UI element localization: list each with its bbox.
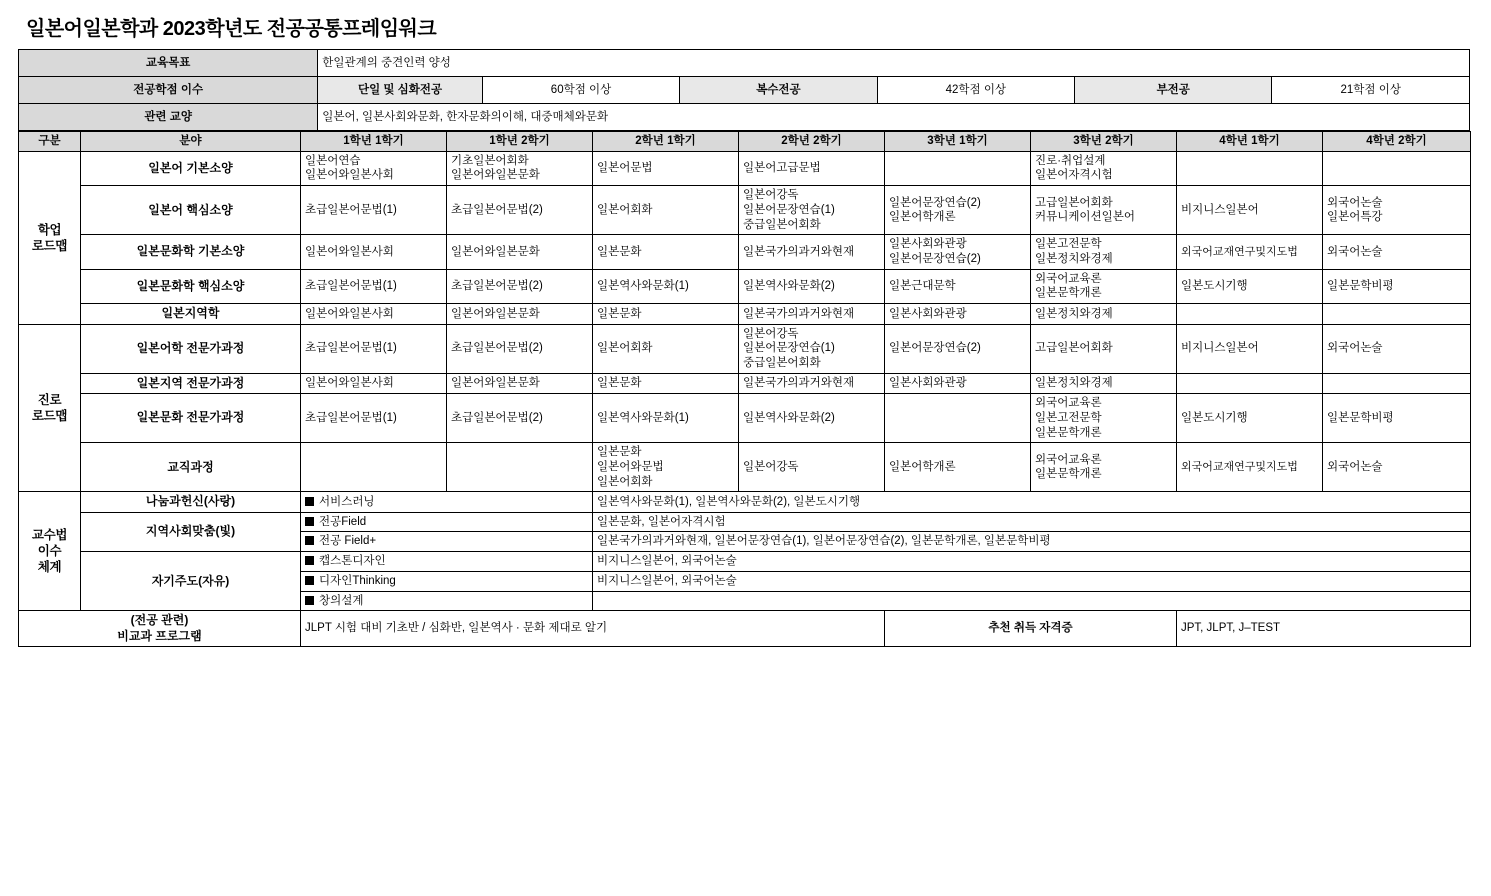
col-header-term-6: 3학년 2학기	[1031, 132, 1177, 152]
teaching-label-line-2: 이수	[37, 544, 62, 559]
course-cell	[885, 373, 1031, 393]
teaching-method-courses	[593, 591, 1471, 611]
bullet-square-icon	[305, 596, 314, 605]
field-label: 교직과정	[81, 443, 301, 492]
course-name: 초급일본어문법(2)	[451, 203, 543, 216]
field-label: 일본어학 전문가과정	[81, 324, 301, 373]
course-cell	[1177, 304, 1323, 324]
credit-value-double: 42학점 이상	[877, 77, 1074, 104]
course-name: 일본문학개론	[1035, 468, 1102, 481]
field-label: 일본어 기본소양	[81, 151, 301, 185]
credit-type-single: 단일 및 심화전공	[318, 77, 483, 104]
table-row	[19, 235, 1471, 269]
course-cell	[1177, 235, 1323, 269]
bullet-square-icon	[305, 497, 314, 506]
course-cell	[739, 373, 885, 393]
course-name: 외국어교육론	[1035, 453, 1102, 466]
course-name: 일본역사와문화(2)	[743, 280, 835, 293]
course-cell	[301, 235, 447, 269]
course-cell	[447, 269, 593, 303]
course-cell	[593, 324, 739, 373]
course-name: 초급일본어문법(1)	[305, 411, 397, 424]
course-cell	[739, 394, 885, 443]
col-header-term-7: 4학년 1학기	[1177, 132, 1323, 152]
course-cell	[1177, 373, 1323, 393]
course-name: 일본사회와관광	[889, 307, 967, 320]
course-name: 진로·취업설계	[1035, 154, 1106, 167]
course-cell	[593, 235, 739, 269]
teaching-category-label: 자기주도(자유)	[81, 552, 301, 611]
table-row	[19, 324, 1471, 373]
teaching-method-label	[301, 571, 593, 591]
course-name: 초급일본어문법(1)	[305, 342, 397, 355]
course-cell	[885, 324, 1031, 373]
course-name: 초급일본어문법(2)	[451, 280, 543, 293]
course-cell	[593, 151, 739, 185]
course-name: 일본문화	[597, 446, 642, 459]
table-row	[19, 186, 1471, 235]
course-cell	[739, 235, 885, 269]
course-cell	[1031, 151, 1177, 185]
teaching-method-label	[301, 591, 593, 611]
course-name: 외국어논술	[1327, 460, 1383, 473]
teaching-method-name: 서비스러닝	[319, 495, 375, 508]
col-header-field: 분야	[81, 132, 301, 152]
course-name: 비지니스일본어	[1181, 342, 1259, 355]
col-header-term-5: 3학년 1학기	[885, 132, 1031, 152]
course-name: 일본근대문학	[889, 280, 956, 293]
course-name: 일본어와일본문화	[451, 307, 540, 320]
course-cell	[739, 443, 885, 492]
course-name: 초급일본어문법(2)	[451, 342, 543, 355]
course-name: 일본국가의과거와현재	[743, 245, 855, 258]
course-name: 일본정치와경제	[1035, 307, 1113, 320]
col-header-term-8: 4학년 2학기	[1323, 132, 1471, 152]
course-cell	[447, 443, 593, 492]
course-name: 초급일본어문법(2)	[451, 411, 543, 424]
course-cell	[447, 373, 593, 393]
table-header-row	[19, 132, 1471, 152]
course-cell	[447, 304, 593, 324]
course-cell	[1031, 443, 1177, 492]
recommended-certification-label: 추천 취득 자격증	[885, 611, 1177, 647]
course-cell	[885, 151, 1031, 185]
course-name: 일본어문장연습(2)	[889, 196, 981, 209]
course-name: 커뮤니케이션일본어	[1035, 211, 1135, 224]
teaching-label-line-1: 교수법	[31, 528, 68, 543]
field-label: 일본지역 전문가과정	[81, 373, 301, 393]
course-cell	[739, 269, 885, 303]
course-name: 일본역사와문화(2)	[743, 411, 835, 424]
course-name: 일본고전문학	[1035, 411, 1102, 424]
page-title: 일본어일본학과 2023학년도 전공공통프레임워크	[26, 18, 437, 40]
teaching-method-label	[301, 512, 593, 532]
course-cell	[1031, 324, 1177, 373]
course-cell	[593, 304, 739, 324]
bullet-square-icon	[305, 536, 314, 545]
table-row	[19, 77, 1470, 104]
recommended-certification-value: JPT, JLPT, J–TEST	[1177, 611, 1471, 647]
course-cell	[885, 186, 1031, 235]
course-name: 고급일본어회화	[1035, 342, 1113, 355]
course-name: 비지니스일본어	[1181, 203, 1259, 216]
course-name: 일본어자격시험	[1035, 169, 1113, 182]
course-cell	[739, 304, 885, 324]
bullet-square-icon	[305, 517, 314, 526]
course-name: 일본사회와관광	[889, 377, 967, 390]
course-name: 일본문화	[597, 377, 642, 390]
course-name: 일본어문법	[597, 162, 653, 175]
course-cell	[1323, 269, 1471, 303]
course-cell	[1323, 443, 1471, 492]
course-cell	[301, 394, 447, 443]
course-cell	[739, 186, 885, 235]
section-label-academic-roadmap	[19, 151, 81, 324]
education-goal-value: 한일관계의 중견인력 양성	[318, 50, 1470, 77]
course-name: 외국어교육론	[1035, 272, 1102, 285]
course-name: 일본문화	[597, 307, 642, 320]
course-name: 일본어와일본사회	[305, 377, 394, 390]
course-cell	[1031, 269, 1177, 303]
table-row	[19, 492, 1471, 512]
course-cell	[1177, 186, 1323, 235]
course-name: 중급일본어회화	[743, 356, 821, 369]
table-row	[19, 269, 1471, 303]
col-header-term-4: 2학년 2학기	[739, 132, 885, 152]
course-cell	[1177, 324, 1323, 373]
teaching-method-courses: 일본역사와문화(1), 일본역사와문화(2), 일본도시기행	[593, 492, 1471, 512]
table-row	[19, 104, 1470, 131]
course-cell	[1323, 186, 1471, 235]
course-cell	[885, 304, 1031, 324]
course-name: 일본정치와경제	[1035, 253, 1113, 266]
teaching-method-courses: 일본문화, 일본어자격시험	[593, 512, 1471, 532]
course-cell	[301, 324, 447, 373]
course-cell	[1323, 394, 1471, 443]
related-liberal-arts-label: 관련 교양	[19, 104, 318, 131]
course-cell	[885, 235, 1031, 269]
course-name: 기초일본어회화	[451, 154, 529, 167]
course-name: 일본역사와문화(1)	[597, 280, 689, 293]
course-cell	[301, 304, 447, 324]
course-cell	[1323, 373, 1471, 393]
table-row	[19, 512, 1471, 532]
curriculum-roadmap-table	[18, 131, 1471, 647]
course-cell	[447, 324, 593, 373]
course-name: 일본어문장연습(1)	[743, 203, 835, 216]
course-cell	[885, 269, 1031, 303]
course-cell	[1177, 394, 1323, 443]
field-label: 일본문화학 기본소양	[81, 235, 301, 269]
teaching-method-name: 전공Field	[319, 515, 367, 528]
course-name: 일본문화	[597, 245, 642, 258]
course-name: 일본국가의과거와현재	[743, 377, 855, 390]
course-name: 일본어문장연습(2)	[889, 342, 981, 355]
course-name: 일본역사와문화(1)	[597, 411, 689, 424]
course-name: 중급일본어회화	[743, 218, 821, 231]
credit-type-minor: 부전공	[1075, 77, 1272, 104]
course-cell	[1323, 304, 1471, 324]
teaching-label-line-3: 체계	[37, 560, 62, 575]
section-label-teaching-method	[19, 492, 81, 611]
course-name: 외국어논술	[1327, 245, 1383, 258]
course-name: 일본어와일본사회	[305, 307, 394, 320]
course-name: 초급일본어문법(1)	[305, 280, 397, 293]
table-row	[19, 373, 1471, 393]
course-cell	[593, 269, 739, 303]
teaching-method-courses: 비지니스일본어, 외국어논술	[593, 571, 1471, 591]
teaching-method-label	[301, 532, 593, 552]
course-cell	[301, 186, 447, 235]
course-cell	[1031, 186, 1177, 235]
field-label: 일본어 핵심소양	[81, 186, 301, 235]
section-label-line-2: 로드맵	[31, 408, 68, 423]
course-name: 일본어와일본사회	[305, 169, 394, 182]
course-cell	[1323, 151, 1471, 185]
extracurricular-label-line-1: (전공 관련)	[130, 613, 189, 628]
course-cell	[301, 373, 447, 393]
bullet-square-icon	[305, 576, 314, 585]
course-name: 일본어와일본문화	[451, 169, 540, 182]
course-name: 일본도시기행	[1181, 411, 1248, 424]
col-header-term-2: 1학년 2학기	[447, 132, 593, 152]
course-name: 일본어강독	[743, 460, 799, 473]
course-cell	[739, 151, 885, 185]
extracurricular-label-line-2: 비교과 프로그램	[117, 628, 202, 643]
course-name: 일본어회화	[597, 203, 653, 216]
course-cell	[301, 269, 447, 303]
extracurricular-programs: JLPT 시험 대비 기초반 / 심화반, 일본역사 · 문화 제대로 알기	[301, 611, 885, 647]
table-row	[19, 443, 1471, 492]
course-name: 일본문학비평	[1327, 280, 1394, 293]
course-name: 일본어와일본문화	[451, 377, 540, 390]
credit-value-minor: 21학점 이상	[1272, 77, 1470, 104]
course-cell	[1031, 373, 1177, 393]
credit-value-single: 60학점 이상	[482, 77, 679, 104]
field-label: 일본지역학	[81, 304, 301, 324]
course-cell	[1031, 235, 1177, 269]
course-cell	[447, 235, 593, 269]
teaching-method-label	[301, 492, 593, 512]
course-name: 일본어학개론	[889, 460, 956, 473]
course-cell	[739, 324, 885, 373]
course-name: 일본국가의과거와현재	[743, 307, 855, 320]
course-name: 일본문학비평	[1327, 411, 1394, 424]
col-header-term-3: 2학년 1학기	[593, 132, 739, 152]
section-label-career-roadmap	[19, 324, 81, 492]
teaching-category-label: 나눔과헌신(사랑)	[81, 492, 301, 512]
course-name: 일본어와일본사회	[305, 245, 394, 258]
teaching-method-name: 디자인Thinking	[319, 574, 396, 587]
course-cell	[593, 186, 739, 235]
course-name: 일본어와문법	[597, 460, 664, 473]
course-cell	[885, 443, 1031, 492]
course-cell	[593, 443, 739, 492]
bullet-square-icon	[305, 556, 314, 565]
course-cell	[593, 394, 739, 443]
teaching-method-label	[301, 552, 593, 572]
course-name: 일본사회와관광	[889, 238, 967, 251]
table-row	[19, 611, 1471, 647]
course-name: 일본어문장연습(2)	[889, 253, 981, 266]
course-name: 외국어논술	[1327, 196, 1383, 209]
course-cell	[885, 394, 1031, 443]
table-row	[19, 151, 1471, 185]
course-cell	[447, 186, 593, 235]
course-name: 일본문학개론	[1035, 287, 1102, 300]
teaching-method-courses: 비지니스일본어, 외국어논술	[593, 552, 1471, 572]
related-liberal-arts-value: 일본어, 일본사회와문화, 한자문화의이해, 대중매체와문화	[318, 104, 1470, 131]
col-header-division: 구분	[19, 132, 81, 152]
course-name: 일본문학개론	[1035, 426, 1102, 439]
course-name: 일본어회화	[597, 475, 653, 488]
course-cell	[1177, 443, 1323, 492]
major-credits-label: 전공학점 이수	[19, 77, 318, 104]
course-name: 일본어학개론	[889, 211, 956, 224]
course-cell	[301, 151, 447, 185]
teaching-method-name: 캡스톤디자인	[319, 555, 386, 568]
col-header-term-1: 1학년 1학기	[301, 132, 447, 152]
course-name: 초급일본어문법(1)	[305, 203, 397, 216]
section-label-line-1: 진로	[37, 392, 62, 407]
teaching-method-courses: 일본국가의과거와현재, 일본어문장연습(1), 일본어문장연습(2), 일본문학개론, 일본문학비평	[593, 532, 1471, 552]
course-cell	[1177, 151, 1323, 185]
course-name: 일본어강독	[743, 189, 799, 202]
education-goal-label: 교육목표	[19, 50, 318, 77]
extracurricular-label	[19, 611, 301, 647]
section-label-line-2: 로드맵	[31, 238, 68, 253]
table-row	[19, 50, 1470, 77]
course-name: 외국어논술	[1327, 342, 1383, 355]
course-cell	[1323, 235, 1471, 269]
course-name: 일본어특강	[1327, 211, 1383, 224]
course-cell	[301, 443, 447, 492]
course-name: 외국어교육론	[1035, 397, 1102, 410]
section-label-line-1: 학업	[37, 222, 62, 237]
field-label: 일본문화학 핵심소양	[81, 269, 301, 303]
course-name: 일본어강독	[743, 327, 799, 340]
teaching-category-label: 지역사회맞춤(빛)	[81, 512, 301, 551]
course-cell	[593, 373, 739, 393]
table-row	[19, 304, 1471, 324]
field-label: 일본문화 전문가과정	[81, 394, 301, 443]
program-info-table	[18, 49, 1470, 131]
course-name: 일본고전문학	[1035, 238, 1102, 251]
course-name: 일본정치와경제	[1035, 377, 1113, 390]
course-name: 일본어문장연습(1)	[743, 342, 835, 355]
course-cell	[1323, 324, 1471, 373]
course-cell	[1031, 304, 1177, 324]
teaching-method-name: 창의설계	[319, 594, 364, 607]
course-name: 외국어교재연구및지도법	[1181, 245, 1298, 258]
course-cell	[1031, 394, 1177, 443]
course-cell	[447, 394, 593, 443]
course-name: 일본어연습	[305, 154, 361, 167]
course-cell	[1177, 269, 1323, 303]
course-name: 일본도시기행	[1181, 280, 1248, 293]
course-name: 고급일본어회화	[1035, 196, 1113, 209]
table-row	[19, 552, 1471, 572]
course-name: 일본어고급문법	[743, 162, 821, 175]
course-name: 외국어교재연구및지도법	[1181, 461, 1298, 474]
course-cell	[447, 151, 593, 185]
credit-type-double: 복수전공	[680, 77, 877, 104]
course-name: 일본어회화	[597, 342, 653, 355]
table-row	[19, 394, 1471, 443]
course-name: 일본어와일본문화	[451, 245, 540, 258]
teaching-method-name: 전공 Field+	[319, 535, 377, 548]
